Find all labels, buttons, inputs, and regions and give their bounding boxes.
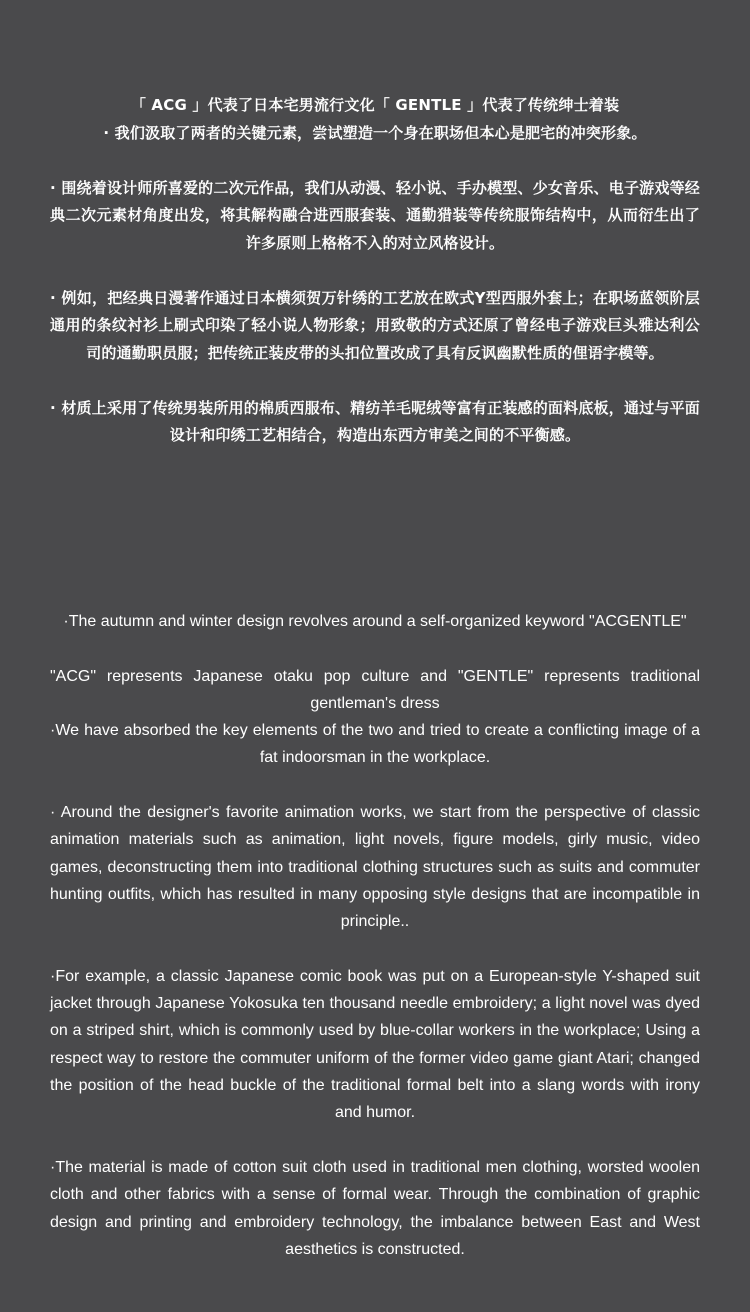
chinese-paragraph-material: · 材质上采用了传统男装所用的棉质西服布、精纺羊毛呢绒等富有正装感的面料底板，通过与平面设计和印绣工艺相结合，构造出东西方审美之间的不平衡感。 bbox=[50, 398, 700, 444]
english-paragraph-animation: · Around the designer's favorite animation works, we start from the perspective of classic animation materials such as animation, light novels, figure models, girly music, video games, deconstructing them into traditional clothing structures such as suits and commuter hunting outfits, which has resulted in many opposing style designs that are incompatible in principle.. bbox=[50, 804, 700, 931]
chinese-intro-line2: · 我们汲取了两者的关键元素，尝试塑造一个身在职场但本心是肥宅的冲突形象。 bbox=[103, 123, 647, 142]
english-absorbed-line: ·We have absorbed the key elements of the two and tried to create a conflicting image of a fat indoorsman in the workplace. bbox=[50, 722, 700, 767]
chinese-paragraph-animation: · 围绕着设计师所喜爱的二次元作品，我们从动漫、轻小说、手办模型、少女音乐、电子游戏等经典二次元素材角度出发，将其解构融合进西服套装、通勤猎装等传统服饰结构中，从而衍生出了许多原则上格格不入的对立风格设计。 bbox=[50, 178, 700, 252]
english-represents-line: "ACG" represents Japanese otaku pop culture and "GENTLE" represents traditional gentleman's dress bbox=[50, 667, 700, 712]
english-paragraph-keyword: ·The autumn and winter design revolves around a self-organized keyword "ACGENTLE" bbox=[63, 613, 687, 630]
chinese-intro-line1: 「 ACG 」代表了日本宅男流行文化「 GENTLE 」代表了传统绅士着装 bbox=[130, 96, 620, 114]
english-description bbox=[50, 608, 700, 1290]
english-paragraph-example: ·For example, a classic Japanese comic book was put on a European-style Y-shaped suit jacket through Japanese Yokosuka ten thousand needle embroidery; a light novel was dyed on a striped shirt, which is commonly used by blue-collar workers in the workplace; Using a respect way to restore the commuter uniform of the former video game giant Atari; changed the position of the head buckle of the traditional formal belt into a slang words with irony and humor. bbox=[50, 967, 700, 1122]
chinese-paragraph-example: · 例如，把经典日漫著作通过日本横须贺万针绣的工艺放在欧式Y型西服外套上；在职场蓝领阶层通用的条纹衬衫上刷式印染了轻小说人物形象；用致敬的方式还原了曾经电子游戏巨头雅达利公司的通勤职员服；把传统正装皮带的头扣位置改成了具有反讽幽默性质的俚语字模等。 bbox=[50, 288, 700, 362]
chinese-intro bbox=[50, 92, 700, 147]
english-paragraph-represents bbox=[50, 663, 700, 772]
chinese-description bbox=[50, 92, 700, 477]
english-paragraph-material: ·The material is made of cotton suit cloth used in traditional men clothing, worsted woolen cloth and other fabrics with a sense of formal wear. Through the combination of graphic design and printing and embroidery technology, the imbalance between East and West aesthetics is constructed. bbox=[50, 1158, 700, 1258]
